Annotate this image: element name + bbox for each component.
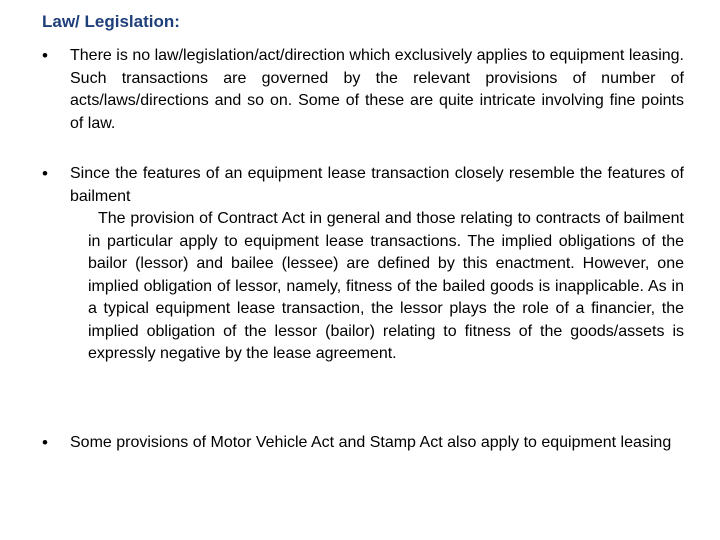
bullet-text: There is no law/legislation/act/direction which exclusively applies to equipment leasing. Such transactions are governed by the relevant provisions of number of acts/laws/directions and so on. Some of these are quite intricate involving fine points of law. <box>70 47 684 132</box>
bullet-item-2 <box>42 163 684 366</box>
bullet-marker: • <box>42 164 48 183</box>
bullet-item-3 <box>42 432 684 455</box>
bullet-text: Since the features of an equipment lease transaction closely resemble the features of bailment <box>70 165 684 205</box>
bullet-marker: • <box>42 433 48 452</box>
bullet-marker: • <box>42 46 48 65</box>
bullet-text: Some provisions of Motor Vehicle Act and Stamp Act also apply to equipment leasing <box>70 434 672 451</box>
bullet-item-1 <box>42 45 684 135</box>
slide-heading: Law/ Legislation: <box>42 12 180 31</box>
bullet-subparagraph: The provision of Contract Act in general and those relating to contracts of bailment in particular apply to equipment lease transactions. The implied obligations of the bailor (lessor) and bailee (lessee) are defined by this enactment. However, one implied obligation of lessor, namely, fitness of the bailed goods is inapplicable. As in a typical equipment lease transaction, the lessor plays the role of a financier, the implied obligation of the lessor (bailor) relating to fitness of the goods/assets is expressly negative by the lease agreement. <box>88 210 684 362</box>
